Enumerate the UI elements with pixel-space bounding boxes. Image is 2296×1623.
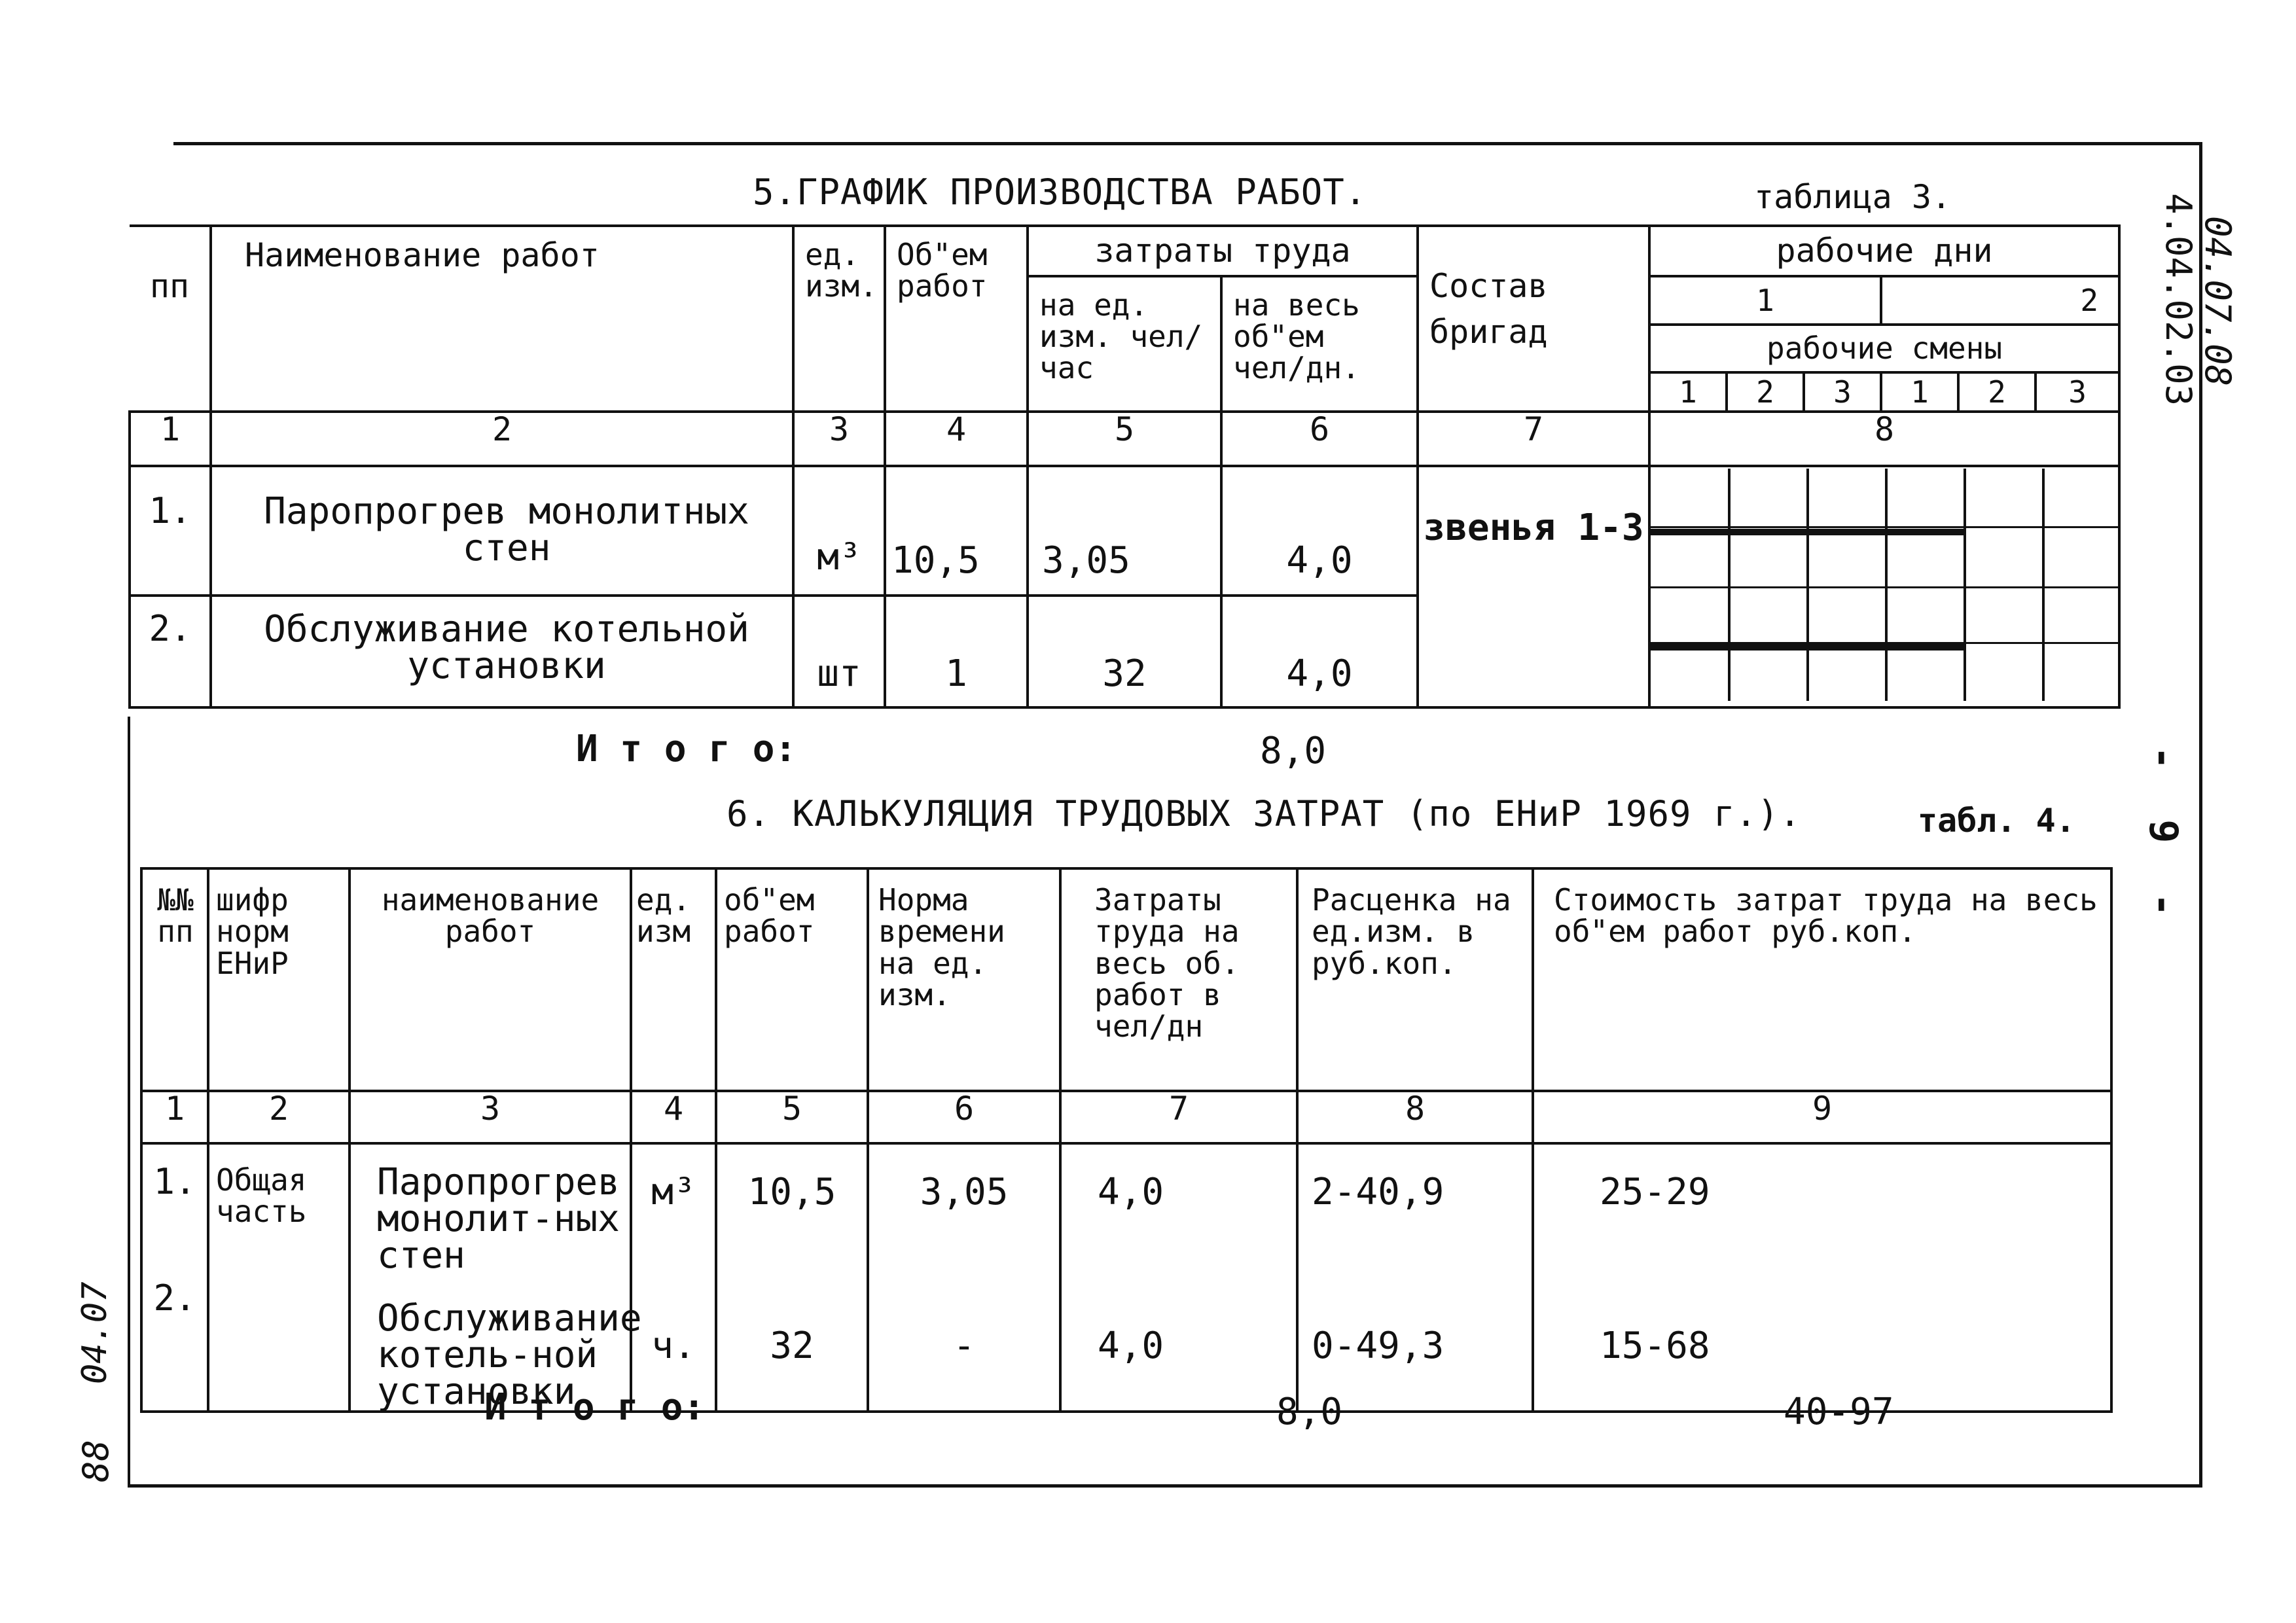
gantt-grid-line — [1964, 469, 1966, 701]
row-work-name: Обслуживание котель-ной установки — [350, 1274, 631, 1412]
header-unit: ед. изм. — [793, 226, 885, 412]
header-pp: пп — [130, 226, 211, 412]
row-work-name: Обслуживание котельной установки — [211, 596, 793, 707]
row-volume: 10,5 — [716, 1143, 868, 1274]
row-work-name: Паропрогрев монолитных стен — [211, 466, 793, 596]
col-number: 1 — [130, 412, 211, 466]
row-rate: 2-40,9 — [1297, 1143, 1533, 1274]
header-unit: ед. изм — [631, 868, 716, 1091]
col-number: 9 — [1533, 1091, 2111, 1143]
col-number: 7 — [1418, 412, 1649, 466]
gantt-grid-line — [1806, 469, 1809, 701]
shift-3: 3 — [1804, 372, 1881, 412]
header-workdays: рабочие дни — [1649, 226, 2119, 276]
shift-5: 2 — [1958, 372, 2036, 412]
col-number: 6 — [1221, 412, 1418, 466]
row-rate: 0-49,3 — [1297, 1274, 1533, 1412]
row-unit: ч. — [631, 1274, 716, 1412]
header-per-unit: на ед. изм. чел/час — [1028, 276, 1221, 412]
frame-bottom-line — [128, 1484, 2202, 1488]
header-shifts: рабочие смены — [1649, 325, 2119, 372]
col-number: 3 — [793, 412, 885, 466]
section6-total-label: И т о г о: — [484, 1386, 706, 1429]
row-cost: 25-29 — [1533, 1143, 2111, 1274]
row-num: 2. — [130, 596, 211, 707]
col-number: 7 — [1060, 1091, 1297, 1143]
row-total: 4,0 — [1221, 596, 1418, 707]
row-volume: 1 — [885, 596, 1028, 707]
header-work-name: Наименование работ — [211, 226, 793, 412]
section5-total-label: И т о г о: — [576, 728, 797, 770]
row-norm: - — [868, 1274, 1060, 1412]
row-total: 4,0 — [1221, 466, 1418, 596]
shift-1: 1 — [1649, 372, 1727, 412]
gantt-chart — [1649, 469, 2121, 701]
section6-total-cost: 40-97 — [1784, 1391, 1894, 1433]
gantt-grid-line — [1885, 469, 1888, 701]
section5-title: 5.ГРАФИК ПРОИЗВОДСТВА РАБОТ. — [753, 171, 1367, 213]
row-labor: 4,0 — [1060, 1274, 1297, 1412]
col-number: 2 — [208, 1091, 350, 1143]
row-unit: м³ — [631, 1143, 716, 1274]
section6-title: 6. КАЛЬКУЛЯЦИЯ ТРУДОВЫХ ЗАТРАТ (по ЕНиР 1969 г.). — [726, 793, 1802, 834]
col-number: 8 — [1649, 412, 2119, 466]
header-work-name: наименование работ — [350, 868, 631, 1091]
shift-6: 3 — [2036, 372, 2119, 412]
col-number: 4 — [631, 1091, 716, 1143]
row-unit: м³ — [793, 466, 885, 596]
left-page-number: 88 — [75, 1439, 117, 1482]
section6-total-labor: 8,0 — [1276, 1391, 1343, 1433]
left-handwritten-code: 04.07 — [75, 1281, 115, 1384]
col-number: 5 — [1028, 412, 1221, 466]
header-pp: №№ пп — [141, 868, 208, 1091]
gantt-grid-line — [1649, 526, 2121, 528]
row-num: 1. — [130, 466, 211, 596]
row-unit: шт — [793, 596, 885, 707]
section5-table-label: таблица 3. — [1754, 178, 1952, 216]
header-volume: об"ем работ — [716, 868, 868, 1091]
header-labor: затраты труда — [1028, 226, 1418, 276]
col-number: 3 — [350, 1091, 631, 1143]
row-volume: 32 — [716, 1274, 868, 1412]
row-norm: 3,05 — [868, 1143, 1060, 1274]
col-number: 8 — [1297, 1091, 1533, 1143]
shift-2: 2 — [1727, 372, 1804, 412]
handwritten-code: 04.07.08 — [2197, 216, 2238, 387]
col-number: 1 — [141, 1091, 208, 1143]
labor-cost-table — [140, 867, 2113, 1413]
row-cost: 15-68 — [1533, 1274, 2111, 1412]
col-number: 4 — [885, 412, 1028, 466]
section5-total-value: 8,0 — [1260, 730, 1327, 772]
document-code: 4.04.02.03 — [2158, 193, 2199, 406]
gantt-grid-line — [2042, 469, 2045, 701]
row-num: 1. — [141, 1143, 208, 1274]
header-rate: Расценка на ед.изм. в руб.коп. — [1297, 868, 1533, 1091]
row-work-name: Паропрогрев монолит-ных стен — [350, 1143, 631, 1274]
row-volume: 10,5 — [885, 466, 1028, 596]
header-crew: Состав бригад — [1418, 226, 1649, 412]
row-per-unit: 3,05 — [1028, 466, 1221, 596]
header-norm: Норма времени на ед. изм. — [868, 868, 1060, 1091]
header-volume: Об"ем работ — [885, 226, 1028, 412]
col-number: 5 — [716, 1091, 868, 1143]
header-total-volume: на весь об"ем чел/дн. — [1221, 276, 1418, 412]
col-number: 2 — [211, 412, 793, 466]
header-code: шифр норм ЕНиР — [208, 868, 350, 1091]
header-labor: Затраты труда на весь об. работ в чел/дн — [1060, 868, 1297, 1091]
gantt-grid-line — [1649, 586, 2121, 588]
frame-top-line — [173, 142, 2202, 145]
header-day-2: 2 — [1881, 276, 2119, 325]
gantt-grid-line — [1728, 469, 1731, 701]
section6-table-label: табл. 4. — [1918, 802, 2075, 840]
header-cost: Стоимость затрат труда на весь об"ем работ руб.коп. — [1533, 868, 2111, 1091]
code-cell: Общая часть — [208, 1143, 350, 1412]
row-num: 2. — [141, 1274, 208, 1412]
shift-4: 1 — [1881, 372, 1958, 412]
row-per-unit: 32 — [1028, 596, 1221, 707]
gantt-bar-row-2 — [1649, 644, 1966, 651]
row-labor: 4,0 — [1060, 1143, 1297, 1274]
page-number: - 9 - — [2140, 746, 2186, 930]
crew-cell: звенья 1-3 — [1418, 466, 1649, 707]
col-number: 6 — [868, 1091, 1060, 1143]
frame-left-line — [128, 717, 130, 1486]
header-day-1: 1 — [1649, 276, 1881, 325]
gantt-bar-row-1 — [1649, 529, 1966, 535]
